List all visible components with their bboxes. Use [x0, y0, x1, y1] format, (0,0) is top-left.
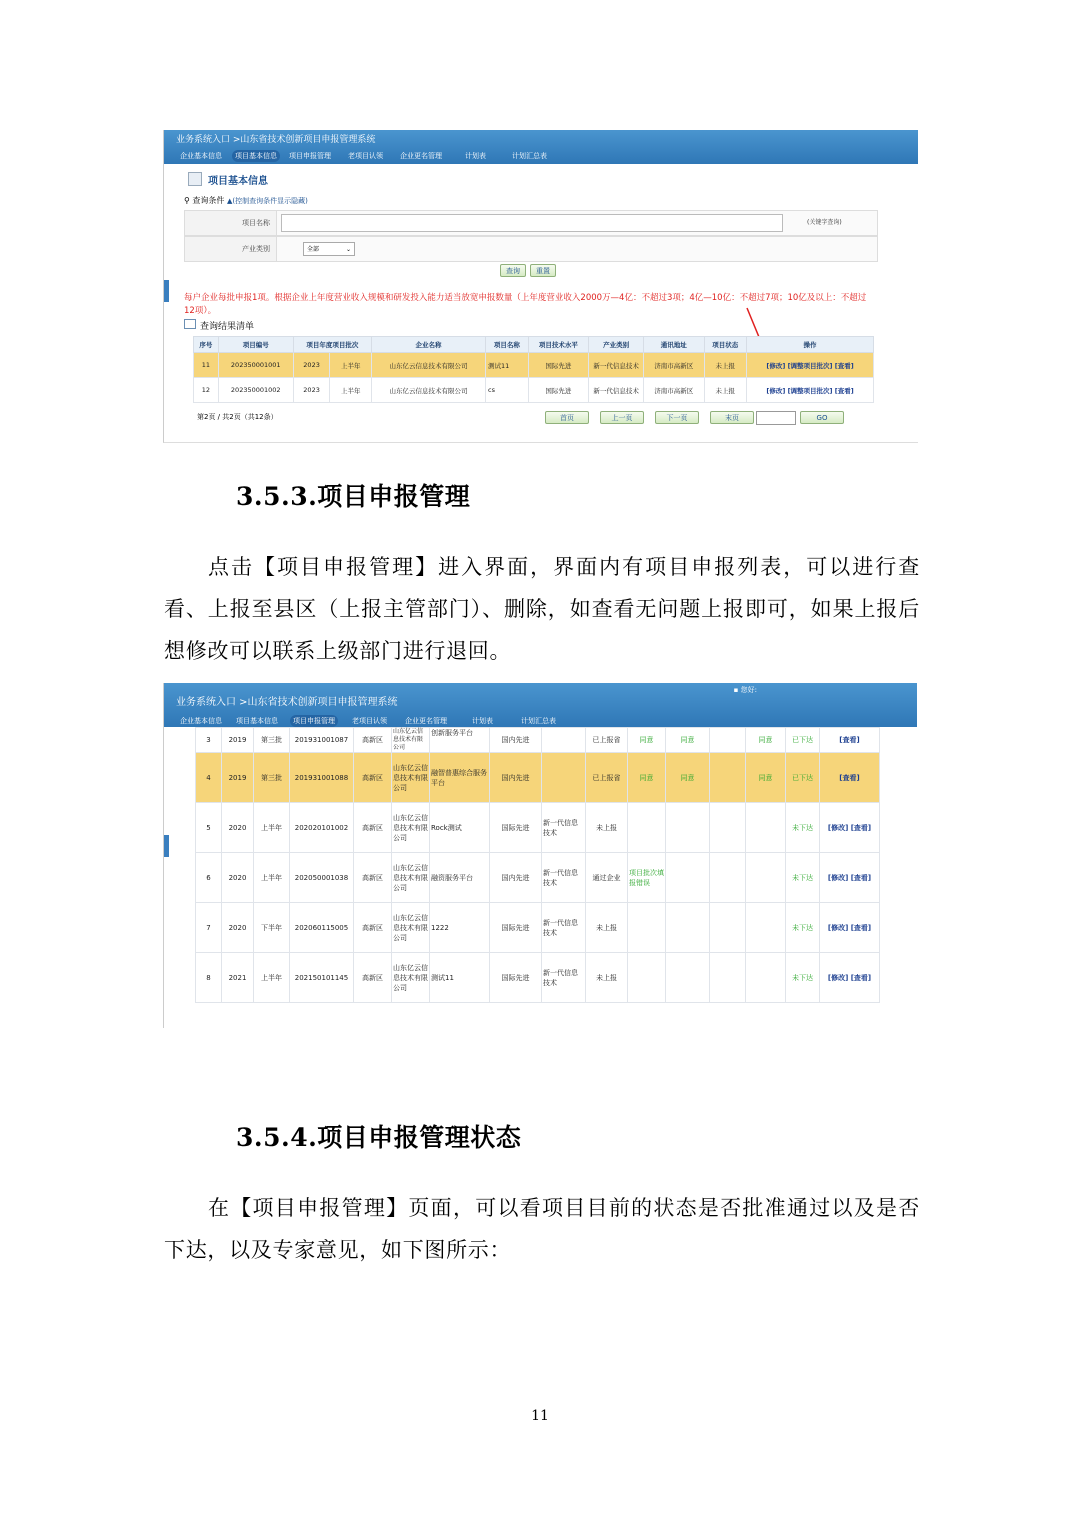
nav-enterprise-info[interactable]: 企业基本信息 — [180, 152, 222, 160]
row-actions[interactable]: [修改] [查看] — [820, 803, 880, 853]
nav-rename-manage[interactable]: 企业更名管理 — [405, 717, 447, 725]
heading-3-5-4: 3.5.4.项目申报管理状态 — [236, 1123, 522, 1152]
col-level: 项目技术水平 — [528, 337, 588, 353]
pager-first-button[interactable]: 首页 — [545, 411, 589, 424]
table-row[interactable]: 4 2019 第三批 201931001088 高新区 山东亿云信息技术有限公司 融智普惠综合服务平台 国内先进 已上报省 同意 同意 同意 已下达 [查看] — [196, 753, 880, 803]
col-year-batch: 项目年度项目批次 — [293, 337, 371, 353]
col-name: 项目名称 — [486, 337, 529, 353]
system-title: 业务系统入口 >山东省技术创新项目申报管理系统 — [176, 697, 398, 708]
row-actions[interactable]: [查看] — [820, 753, 880, 803]
table-row[interactable]: 7 2020 下半年 202060115005 高新区 山东亿云信息技术有限公司 1222 国际先进 新一代信息技术 未上报 未下达 [修改] [查看] — [196, 903, 880, 953]
table-row[interactable]: 6 2020 上半年 202050001038 高新区 山东亿云信息技术有限公司 融资服务平台 国内先进 新一代信息技术 通过企业 项目批次填报错误 未下达 [修改] [查看] — [196, 853, 880, 903]
nav-old-project-claim[interactable]: 老项目认领 — [348, 152, 383, 160]
col-status: 项目状态 — [704, 337, 747, 353]
row-actions[interactable]: [修改] [调整项目批次] [查看] — [747, 378, 874, 403]
project-name-row — [184, 210, 878, 236]
row-actions[interactable]: [修改] [调整项目批次] [查看] — [747, 353, 874, 378]
nav-old-project-claim[interactable]: 老项目认领 — [352, 717, 387, 725]
declare-table — [195, 727, 880, 1003]
project-name-input[interactable] — [281, 214, 783, 232]
query-conditions: ⚲ 查询条件 ▲(控制查询条件显示隐藏) — [184, 196, 308, 205]
col-company: 企业名称 — [372, 337, 486, 353]
query-toggle[interactable]: ▲(控制查询条件显示隐藏) — [226, 197, 308, 205]
row-actions[interactable]: [修改] [查看] — [820, 853, 880, 903]
system-header — [164, 130, 918, 164]
section-title: 项目基本信息 — [188, 172, 268, 187]
page-number: 11 — [531, 1408, 549, 1424]
nav-project-declare[interactable]: 项目申报管理 — [289, 152, 331, 160]
industry-label: 产业类别 — [185, 237, 277, 261]
table-row[interactable]: 5 2020 上半年 202020101002 高新区 山东亿云信息技术有限公司 Rock测试 国际先进 新一代信息技术 未上报 未下达 [修改] [查看] — [196, 803, 880, 853]
system-nav — [164, 714, 917, 728]
table-row[interactable]: 12 202350001002 2023 上半年 山东亿云信息技术有限公司 cs 国际先进 新一代信息技术 济南市高新区 未上报 [修改] [调整项目批次] [查看] — [194, 378, 874, 403]
system-header — [164, 683, 917, 727]
paragraph-3-5-3: 点击【项目申报管理】进入界面，界面内有项目申报列表，可以进行查看、上报至县区（上报主管部门）、删除，如查看无问题上报即可，如果上报后想修改可以联系上级部门进行退回。 — [164, 555, 920, 663]
nav-project-basic-info[interactable]: 项目基本信息 — [232, 150, 280, 162]
screenshot-project-declare-list — [163, 683, 917, 1028]
heading-3-5-3: 3.5.3.项目申报管理 — [236, 482, 471, 511]
industry-row — [184, 236, 878, 262]
search-icon: ⚲ — [184, 196, 190, 205]
row-actions[interactable]: [查看] — [820, 728, 880, 753]
nav-project-basic-info[interactable]: 项目基本信息 — [236, 717, 278, 725]
sidebar-collapse-handle[interactable] — [164, 835, 169, 857]
greeting: ▪ 您好: — [733, 686, 757, 694]
list-icon — [184, 319, 196, 329]
table-header — [194, 337, 874, 353]
table-row[interactable]: 3 2019 第三批 201931001087 高新区 山东亿云信息技术有限公司 创新服务平台 国内先进 已上报省 同意 同意 同意 已下达 [查看] — [196, 728, 880, 753]
pager-prev-button[interactable]: 上一页 — [600, 411, 644, 424]
declare-notice: 每户企业每批申报1项。根据企业上年度营业收入规模和研发投入能力适当放宽申报数量（上年度营业收入2000万—4亿：不超过3项；4亿—10亿：不超过7项；10亿及以上：不超过12项）。 — [184, 293, 867, 316]
row-actions[interactable]: [修改] [查看] — [820, 903, 880, 953]
query-button[interactable]: 查询 — [500, 264, 526, 277]
project-name-label: 项目名称 — [185, 211, 277, 235]
nav-plan-table[interactable]: 计划表 — [465, 152, 486, 160]
user-icon: ▪ — [733, 686, 739, 694]
reset-button[interactable]: 重置 — [530, 264, 556, 277]
col-industry: 产业类别 — [589, 337, 644, 353]
page-number-input[interactable] — [756, 411, 796, 425]
nav-project-declare[interactable]: 项目申报管理 — [290, 715, 338, 727]
row-actions[interactable]: [修改] [查看] — [820, 953, 880, 1003]
nav-plan-table[interactable]: 计划表 — [472, 717, 493, 725]
col-code: 项目编号 — [218, 337, 293, 353]
pager-info: 第2页 / 共2页（共12条） — [197, 413, 278, 421]
keyword-hint: (关键字查询) — [807, 219, 842, 226]
table-row[interactable]: 11 202350001001 2023 上半年 山东亿云信息技术有限公司 测试11 国际先进 新一代信息技术 济南市高新区 未上报 [修改] [调整项目批次] [查看] — [194, 353, 874, 378]
document-icon — [188, 172, 202, 186]
pager-go-button[interactable]: GO — [800, 411, 844, 424]
project-table — [193, 336, 874, 403]
nav-rename-manage[interactable]: 企业更名管理 — [400, 152, 442, 160]
industry-select[interactable]: 全部 ⌄ — [303, 242, 355, 256]
system-nav — [164, 149, 918, 163]
nav-plan-summary[interactable]: 计划汇总表 — [521, 717, 556, 725]
pager-next-button[interactable]: 下一页 — [655, 411, 699, 424]
nav-enterprise-info[interactable]: 企业基本信息 — [180, 717, 222, 725]
pager-last-button[interactable]: 末页 — [710, 411, 754, 424]
chevron-down-icon: ⌄ — [345, 246, 351, 253]
table-row[interactable]: 8 2021 上半年 202150101145 高新区 山东亿云信息技术有限公司 测试11 国际先进 新一代信息技术 未上报 未下达 [修改] [查看] — [196, 953, 880, 1003]
col-address: 通讯地址 — [644, 337, 704, 353]
paragraph-3-5-4: 在【项目申报管理】页面，可以看项目目前的状态是否批准通过以及是否下达，以及专家意见，如下图所示： — [164, 1196, 920, 1262]
nav-plan-summary[interactable]: 计划汇总表 — [512, 152, 547, 160]
col-no: 序号 — [194, 337, 219, 353]
screenshot-project-basic-info — [163, 130, 918, 443]
sidebar-collapse-handle[interactable] — [164, 280, 169, 302]
result-list-label: 查询结果清单 — [184, 319, 254, 332]
system-title: 业务系统入口 >山东省技术创新项目申报管理系统 — [176, 135, 376, 145]
col-ops: 操作 — [747, 337, 874, 353]
